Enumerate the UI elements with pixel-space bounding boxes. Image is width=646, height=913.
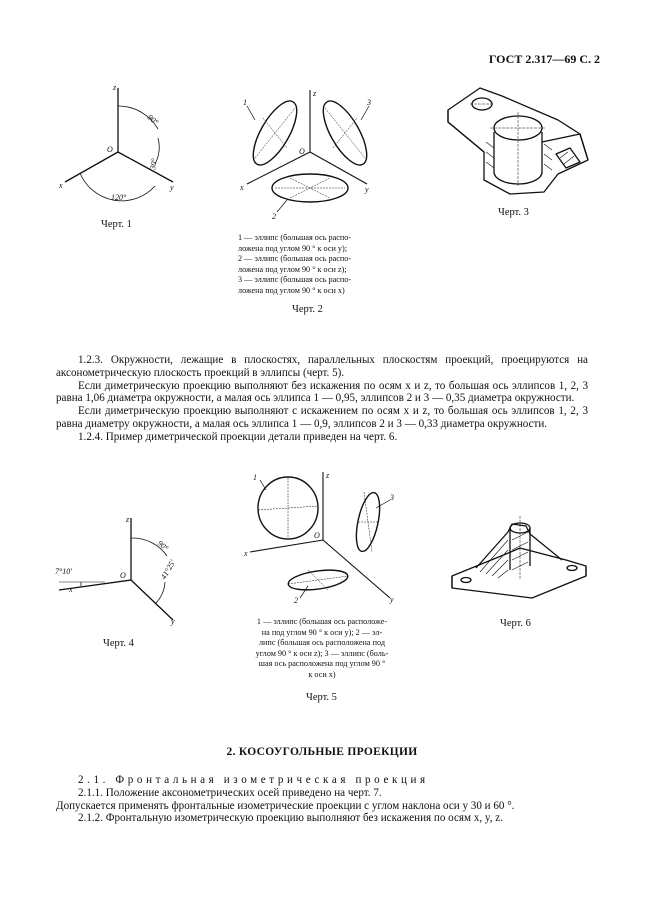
fig4-angle-41: 41°25′ [158,558,178,581]
fig5-label-x: x [244,549,248,558]
fig5-label-y: y [390,595,394,604]
fig3-caption: Черт. 3 [498,207,529,218]
fig2-label-2: 2 [272,212,276,221]
fig1-angle-120: 120° [111,193,127,202]
fig2-legend-line: 1 — эллипс (большая ось распо- [238,233,352,242]
text-p4: 1.2.4. Пример диметрической проекции детали приведен на черт. 6. [78,430,398,443]
fig2-label-z: z [313,89,317,98]
fig4-label-z: z [126,515,130,524]
fig2-legend-line: ложена под углом 90 ° к оси z); [238,264,347,274]
section-p1: 2.1. Фронтальная изометрическая проекция [78,774,429,786]
fig1-axes-diagram [55,80,195,205]
section-2-text [56,774,588,825]
section-p3: Допускается применять фронтальные изометрические проекции с углом наклона оси y 30 и 60 °. [56,799,515,812]
text-p1: 1.2.3. Окружности, лежащие в плоскостях, параллельных плоскостям проекций, проецируются на аксонометрическую плоскость проекций в эллипсы (черт. 5). [56,354,588,379]
fig5-label-3: 3 [390,493,394,502]
fig5-label-2: 2 [294,596,298,605]
paragraph-1-2-3 [56,354,588,444]
page-header: ГОСТ 2.317—69 С. 2 [488,52,600,66]
fig5-legend-line: липс (большая ось расположена под [258,638,386,647]
section-title: 2. КОСОУГОЛЬНЫЕ ПРОЕКЦИИ [226,746,418,758]
fig4-angle-90: 90° [155,538,171,553]
section-p2: 2.1.1. Положение аксонометрических осей приведено на черт. 7. [78,786,382,799]
fig2-label-y: y [365,185,369,194]
fig2-legend-line: 3 — эллипс (большая ось распо- [238,275,352,284]
fig2-legend-line: ложена под углом 90 ° к оси x) [238,285,345,295]
fig2-ellipses-diagram [235,88,385,223]
fig1-caption: Черт. 1 [101,219,132,230]
fig2-label-o: O [299,147,305,156]
fig5-label-o: O [314,531,320,540]
fig1-angle-30: 30° [148,157,159,171]
fig4-label-o: O [120,571,126,580]
fig1-angle-90: 90° [145,112,161,127]
fig5-legend-line: на под углом 90 ° к оси y); 2 — эл- [261,627,383,637]
fig2-label-3: 3 [367,98,371,107]
fig4-angle-7: 7°10′ [55,567,72,576]
fig4-label-x: x [69,585,73,594]
fig5-label-1: 1 [253,473,257,482]
fig1-label-o: O [107,145,113,154]
text-p3: Если диметрическую проекцию выполняют с искажением по осям x и z, то большая ось эллипсов 1, 2, 3 равна диаметру окружности, а малая ось эллипса 1 — 0,9, эллипсов 2 и 3 — 0,33 диаметра окружности. [56,405,588,430]
fig5-legend-line: к оси x) [308,669,336,679]
fig1-label-z: z [113,83,117,92]
fig5-legend-line: 1 — эллипс (большая ось расположе- [256,617,388,626]
fig2-legend-line: 2 — эллипс (большая ось распо- [238,254,352,263]
fig4-label-y: y [171,617,175,626]
section-p4: 2.1.2. Фронтальную изометрическую проекцию выполняют без искажения по осям x, y, z. [78,812,503,825]
fig4-caption: Черт. 4 [103,638,134,649]
fig5-ellipses-diagram [238,470,403,605]
fig2-caption: Черт. 2 [292,304,323,315]
fig1-label-y: y [170,183,174,192]
fig5-legend [232,617,412,680]
fig1-label-x: x [59,181,63,190]
fig5-legend-line: шая ось расположена под углом 90 ° [258,659,386,668]
fig5-caption: Черт. 5 [306,692,337,703]
fig2-label-x: x [240,183,244,192]
fig5-label-z: z [326,471,330,480]
fig3-part-drawing [440,82,600,197]
fig6-part-drawing [446,510,596,605]
fig2-legend-line: ложена под углом 90 ° к оси y); [238,243,347,253]
fig2-label-1: 1 [243,98,247,107]
fig6-caption: Черт. 6 [500,618,531,629]
fig4-axes-diagram [55,512,195,627]
fig5-legend-line: углом 90 ° к оси z); 3 — эллипс (боль- [255,648,389,658]
text-p2: Если диметрическую проекцию выполняют без искажения по осям x и z, то большая ось эллипсов 1, 2, 3 равна 1,06 диаметра окружности, а малая ось эллипса 1 — 0,95, эллипсов 2 и 3 — 0,35 диаметра окружности. [56,379,588,405]
fig2-legend [238,233,388,296]
